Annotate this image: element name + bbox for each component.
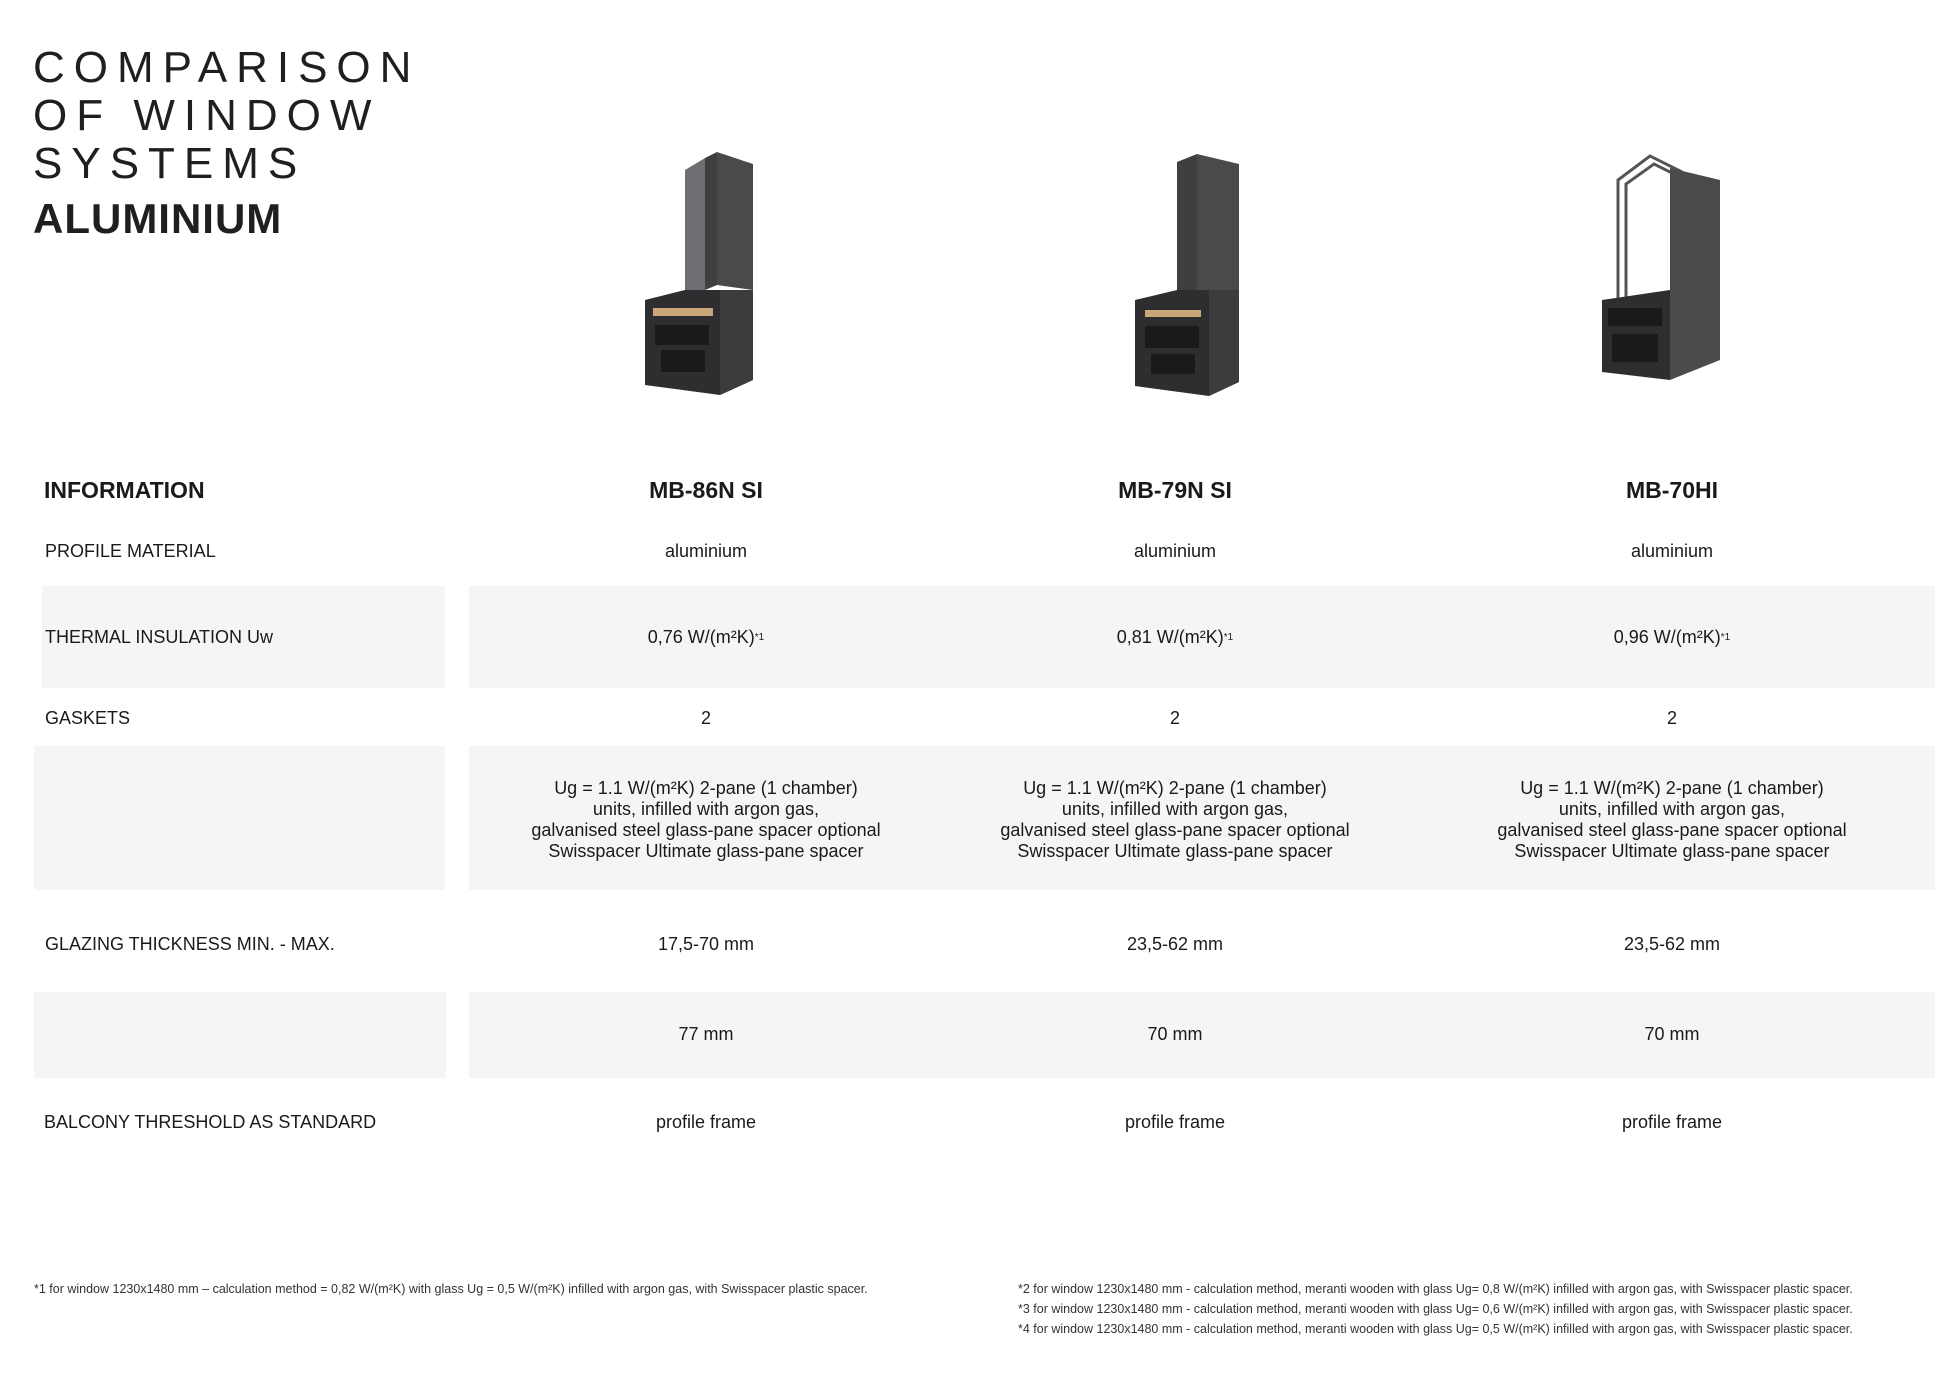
label-glazing-thickness: GLAZING THICKNESS MIN. - MAX. [45, 933, 335, 954]
value-glazing-thickness-3: 23,5-62 mm [1623, 933, 1721, 954]
page-title [33, 44, 420, 244]
value-depth-3: 70 mm [1644, 1023, 1700, 1044]
value-glazing-3: Ug = 1.1 W/(m²K) 2-pane (1 chamber) units, infilled with argon gas, galvanised steel glass-pane spacer optional Swisspacer Ultimate glass-pane spacer [1497, 778, 1847, 861]
material-heading: ALUMINIUM [33, 195, 283, 242]
footnote-3: *3 for window 1230x1480 mm - calculation method, meranti wooden with glass Ug= 0,6 W/(m²K) infilled with argon gas, with Swisspacer plastic spacer. [1018, 1302, 1853, 1316]
value-balcony-2: profile frame [1124, 1111, 1226, 1132]
product-image-mb-79n-si [1115, 150, 1275, 400]
label-profile-material: PROFILE MATERIAL [45, 540, 216, 561]
footnotes-right [1018, 1279, 1935, 1339]
title-line-2: OF WINDOW [33, 91, 381, 140]
row-band-label-depth [34, 992, 446, 1078]
value-thermal-1: 0,76 W/(m²K) *1 [647, 626, 765, 647]
value-balcony-3: profile frame [1621, 1111, 1723, 1132]
value-profile-material-1: aluminium [664, 540, 748, 561]
value-thermal-3: 0,96 W/(m²K) *1 [1613, 626, 1731, 647]
label-gaskets: GASKETS [45, 707, 131, 728]
value-profile-material-3: aluminium [1630, 540, 1714, 561]
row-band-label-glazing [34, 746, 445, 890]
title-line-3: SYSTEMS [33, 139, 307, 188]
value-thermal-2: 0,81 W/(m²K) *1 [1116, 626, 1234, 647]
footnote-4: *4 for window 1230x1480 mm - calculation method, meranti wooden with glass Ug= 0,5 W/(m²K) infilled with argon gas, with Swisspacer plastic spacer. [1018, 1322, 1853, 1336]
value-glazing-1: Ug = 1.1 W/(m²K) 2-pane (1 chamber) units, infilled with argon gas, galvanised steel glass-pane spacer optional Swisspacer Ultimate glass-pane spacer [531, 778, 881, 861]
label-balcony-threshold: BALCONY THRESHOLD AS STANDARD [44, 1111, 377, 1132]
value-gaskets-2: 2 [1169, 707, 1180, 728]
header-mb-79n-si: MB-79N SI [1118, 476, 1232, 503]
product-image-mb-86n-si [625, 150, 785, 400]
header-information: INFORMATION [44, 476, 205, 503]
title-line-1: COMPARISON [33, 43, 421, 92]
value-glazing-thickness-1: 17,5-70 mm [657, 933, 755, 954]
value-glazing-2: Ug = 1.1 W/(m²K) 2-pane (1 chamber) units, infilled with argon gas, galvanised steel glass-pane spacer optional Swisspacer Ultimate glass-pane spacer [1000, 778, 1350, 861]
header-mb-70hi: MB-70HI [1625, 476, 1718, 503]
header-mb-86n-si: MB-86N SI [649, 476, 763, 503]
value-depth-2: 70 mm [1147, 1023, 1203, 1044]
product-image-mb-70hi [1590, 150, 1750, 400]
footnote-1: *1 for window 1230x1480 mm – calculation method = 0,82 W/(m²K) with glass Ug = 0,5 W/(m²K) infilled with argon gas, with Swisspacer plastic spacer. [34, 1282, 868, 1296]
value-profile-material-2: aluminium [1133, 540, 1217, 561]
value-gaskets-3: 2 [1666, 707, 1677, 728]
label-thermal-insulation: THERMAL INSULATION Uw [45, 626, 274, 647]
value-depth-1: 77 mm [678, 1023, 734, 1044]
value-gaskets-1: 2 [700, 707, 711, 728]
value-glazing-thickness-2: 23,5-62 mm [1126, 933, 1224, 954]
footnote-2: *2 for window 1230x1480 mm - calculation method, meranti wooden with glass Ug= 0,8 W/(m²K) infilled with argon gas, with Swisspacer plastic spacer. [1018, 1282, 1853, 1296]
value-balcony-1: profile frame [655, 1111, 757, 1132]
